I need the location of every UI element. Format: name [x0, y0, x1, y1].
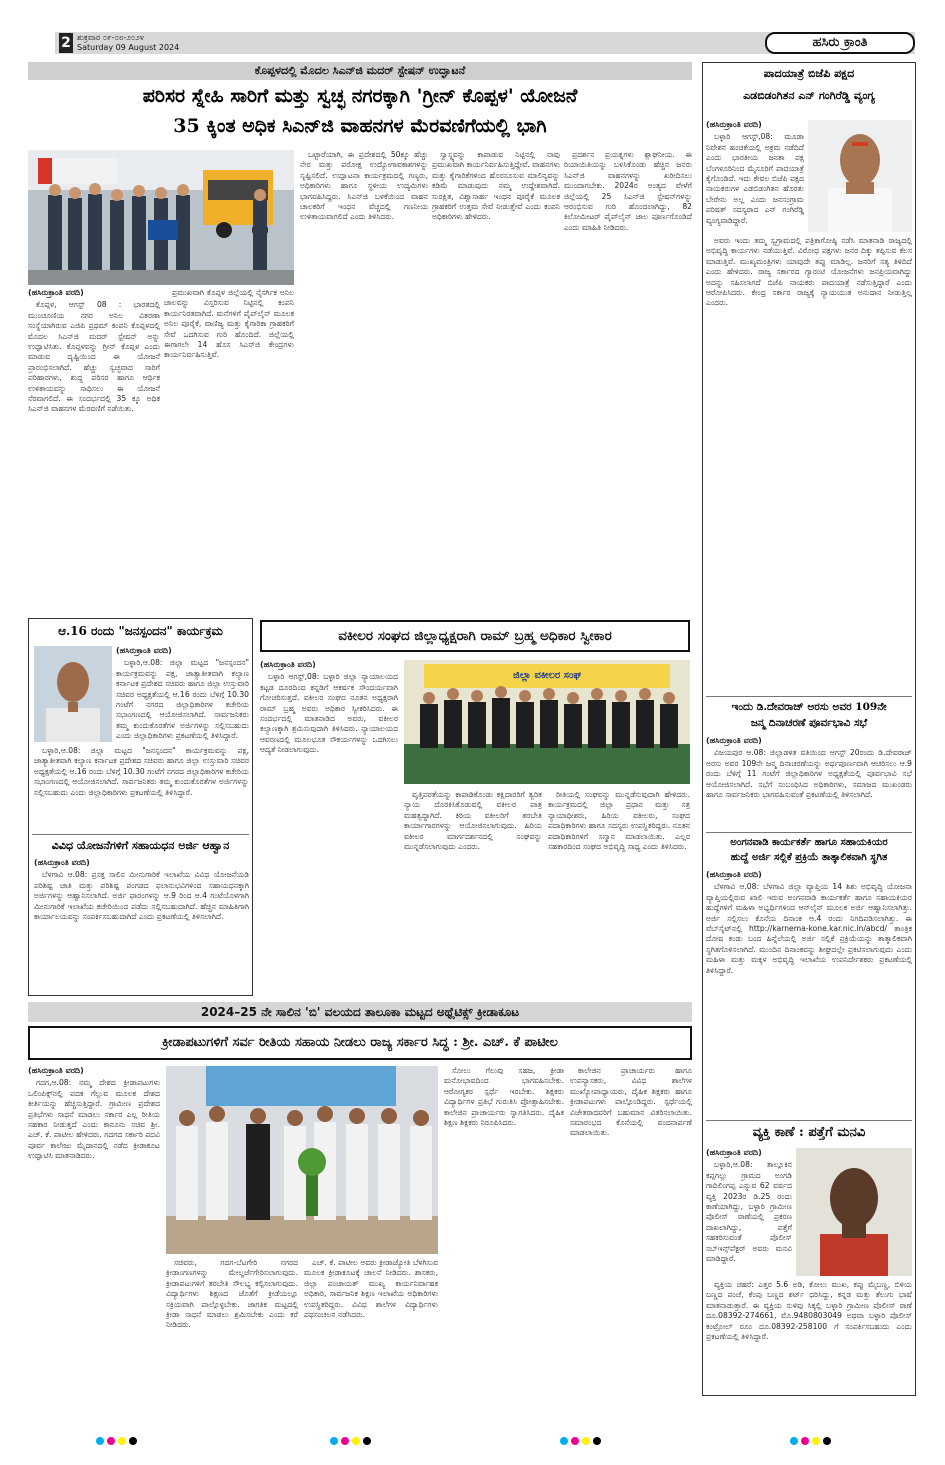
missing-person-photo — [796, 1148, 912, 1276]
missing-col-b — [706, 1280, 912, 1392]
print-registration-dot — [341, 1437, 349, 1445]
print-dots-3 — [560, 1437, 601, 1447]
sports-text-1: ಗದಗ,ಆ.08: ನಮ್ಮ ದೇಶದ ಕ್ರೀಡಾಪಟುಗಳು ಒಲಿಂಪಿಕ್ಸ್‌ನಲ್ಲಿ ಪದಕ ಗೆಲ್ಲುವ ಮೂಲಕ ದೇಶದ ಕೀರ್ತಿಯನ್ನು ಹೆಚ್ಚಿಸುತ್ತಿದ್ದಾರೆ. ಗ್ರಾಮೀಣ ಪ್ರದೇಶದ ಪ್ರತಿಭೆಗಳು ಸಾಧನೆ ಮಾಡಲು ಸರ್ಕಾರ ಎಲ್ಲ ರೀತಿಯ ಸಹಕಾರ ನೀಡುತ್ತದೆ ಎಂದು ಕಾನೂನು ಸಚಿವ ಶ್ರೀ. ಎಚ್. ಕೆ. ಪಾಟೀಲ ಹೇಳಿದರು. ಗದಗದ ಸರ್ಕಾರಿ ಪದವಿ ಪೂರ್ವ ಕಾಲೇಜು ಮೈದಾನದಲ್ಲಿ ನಡೆದ ಕ್ರೀಡಾಕೂಟ ಉದ್ಘಾಟಿಸಿ ಮಾತನಾಡಿದರು. — [28, 1078, 160, 1161]
print-registration-dot — [571, 1437, 579, 1445]
lawyers-credit: (ಹಸಿರುಕ್ರಾಂತಿ ವರದಿ) — [260, 660, 316, 669]
lead-text-3: ಒಟ್ಟಾರೆಯಾಗಿ, ಈ ಪ್ರದೇಶದಲ್ಲಿ 50ಕ್ಕೂ ಹೆಚ್ಚು ನೇರ ಮತ್ತು ಪರೋಕ್ಷ ಉದ್ಯೋಗಾವಕಾಶಗಳನ್ನು ಸೃಷ್ಟಿಸಲಿದೆ. ಉದ್ಘಾಟನಾ ಕಾರ್ಯಕ್ರಮದಲ್ಲಿ ಗಣ್ಯರು, ಅಧಿಕಾರಿಗಳು ಹಾಗೂ ಸ್ಥಳೀಯ ಉದ್ಯಮಿಗಳು ಭಾಗವಹಿಸಿದ್ದರು. ಸಿಎನ್‌ಜಿ ಬಳಕೆಯಿಂದ ವಾಹನ ಚಾಲಕರಿಗೆ ಇಂಧನ ವೆಚ್ಚದಲ್ಲಿ ಗಣನೀಯ ಉಳಿತಾಯವಾಗಲಿದೆ ಎಂದು ತಿಳಿಸಿದರು. — [300, 150, 428, 222]
print-registration-dot — [582, 1437, 590, 1445]
sports-col-5 — [570, 1066, 692, 1430]
lead-col-4 — [432, 150, 560, 613]
sports-headline: ಕ್ರೀಡಾಪಟುಗಳಿಗೆ ಸರ್ವ ರೀತಿಯ ಸಹಾಯ ನೀಡಲು ರಾಜ್ಯ ಸರ್ಕಾರ ಸಿದ್ಧ : ಶ್ರೀ. ಎಚ್. ಕೆ ಪಾಟೀಲ — [28, 1026, 692, 1060]
missing-credit: (ಹಸಿರುಕ್ರಾಂತಿ ವರದಿ) — [706, 1148, 762, 1157]
sports-text-2: ಸಚಿವರು, ಗದಗ-ಬೆಟಗೇರಿ ನಗರದ ಕ್ರೀಡಾಂಗಣಗಳನ್ನು ಮೇಲ್ದರ್ಜೆಗೇರಿಸಲಾಗುವುದು. ಕ್ರೀಡಾಪಟುಗಳಿಗೆ ತರಬೇತಿ ಸೌಲಭ್ಯ ಕಲ್ಪಿಸಲಾಗುವುದು. ವಿದ್ಯಾರ್ಥಿಗಳು ಶಿಕ್ಷಣದ ಜೊತೆಗೆ ಕ್ರೀಡೆಯಲ್ಲೂ ಸಕ್ರಿಯವಾಗಿ ಪಾಲ್ಗೊಳ್ಳಬೇಕು. ಜಾಗತಿಕ ಮಟ್ಟದಲ್ಲಿ ಕ್ರೀಡಾ ಸಾಧನೆ ಮಾಡಲು ಶ್ರಮಿಸಬೇಕು ಎಂದು ಕರೆ ನೀಡಿದರು. — [166, 1258, 298, 1330]
missing-headline: ವ್ಯಕ್ತಿ ಕಾಣೆ : ಪತ್ತೆಗೆ ಮನವಿ — [752, 1125, 866, 1140]
cng-inauguration-photo — [28, 150, 294, 285]
lawyers-text-1: ಬಳ್ಳಾರಿ ಆಗಸ್ಟ್,08: ಬಳ್ಳಾರಿ ಜಿಲ್ಲಾ ನ್ಯಾಯಾಲಯದ ಕಟ್ಟಡ ದೂರದಿಂದ ಕನ್ನಡಿಗೆ ಆಕರ್ಷಕ ಸೌಂದರ್ಯವಾಗಿ ಗೋಚರಿಸುತ್ತದೆ. ವಕೀಲರ ಸಂಘದ ನೂತನ ಅಧ್ಯಕ್ಷರಾಗಿ ರಾಮ್ ಬ್ರಹ್ಮ ಅವರು ಅಧಿಕಾರ ಸ್ವೀಕರಿಸಿದರು. ಈ ಸಂದರ್ಭದಲ್ಲಿ ಮಾತನಾಡಿದ ಅವರು, ವಕೀಲರ ಕಲ್ಯಾಣಕ್ಕಾಗಿ ಶ್ರಮಿಸುವುದಾಗಿ ತಿಳಿಸಿದರು. ನ್ಯಾಯಾಲಯದ ಆವರಣದಲ್ಲಿ ಮೂಲಭೂತ ಸೌಕರ್ಯಗಳನ್ನು ಒದಗಿಸಲು ಆದ್ಯತೆ ನೀಡಲಾಗುವುದು. — [260, 672, 398, 755]
missing-text-2: ವ್ಯಕ್ತಿಯ ಚಹರೆ: ಎತ್ತರ 5.6 ಅಡಿ, ಕೋಲು ಮುಖ, ಕಪ್ಪು ಮೈಬಣ್ಣ, ಬಿಳಿಯ ಬಣ್ಣದ ಪಂಚೆ, ಕೆಂಪು ಬಣ್ಣದ ಶರ್ಟ್ ಧರಿಸಿದ್ದು, ಕನ್ನಡ ಮತ್ತು ತೆಲುಗು ಭಾಷೆ ಮಾತನಾಡುತ್ತಾರೆ. ಈ ವ್ಯಕ್ತಿಯ ಸುಳಿವು ಸಿಕ್ಕಲ್ಲಿ ಬಳ್ಳಾರಿ ಗ್ರಾಮೀಣ ಪೊಲೀಸ್ ಠಾಣೆ ದೂ.08392-274661, ಮೊ.9480803049 ಅಥವಾ ಬಳ್ಳಾರಿ ಪೊಲೀಸ್ ಕಂಟ್ರೋಲ್ ರೂಂ ದೂ.08392-258100 ಗೆ ಸಂಪರ್ಕಿಸಬಹುದು ಎಂದು ಪ್ರಕಟಣೆಯಲ್ಲಿ ತಿಳಿಸಿದ್ದಾರೆ. — [706, 1280, 912, 1342]
lead-col-2 — [164, 288, 294, 613]
date-english: Saturday 09 August 2024 — [77, 43, 180, 52]
obit1-text-2: ಅವರು ಇಂದು ತಮ್ಮ ಸ್ವಗ್ರಾಮದಲ್ಲಿ ಪತ್ರಿಕಾಗೋಷ್ಠಿ ನಡೆಸಿ ಮಾತನಾಡಿ ರಾಜ್ಯದಲ್ಲಿ ಅಭಿವೃದ್ಧಿ ಕಾರ್ಯಗಳು ನಡೆಯುತ್ತಿವೆ. ವಿರೋಧ ಪಕ್ಷಗಳು ಜನರ ದಿಕ್ಕು ತಪ್ಪಿಸುವ ಕೆಲಸ ಮಾಡುತ್ತಿವೆ. ಮುಖ್ಯಮಂತ್ರಿಗಳು ಯಾವುದೇ ತಪ್ಪು ಮಾಡಿಲ್ಲ. ಜನರಿಗೆ ಸತ್ಯ ತಿಳಿದಿದೆ ಎಂದು ಹೇಳಿದರು. ರಾಜ್ಯ ಸರ್ಕಾರದ ಗ್ಯಾರಂಟಿ ಯೋಜನೆಗಳು ಜನಪ್ರಿಯವಾಗಿದ್ದು ಅದನ್ನು ಸಹಿಸಲಾಗದೆ ಬಿಜೆಪಿ ನಾಯಕರು ಪಾದಯಾತ್ರೆ ನಡೆಸುತ್ತಿದ್ದಾರೆ ಎಂದು ಆರೋಪಿಸಿದರು. ಕೇಂದ್ರ ಸರ್ಕಾರ ರಾಜ್ಯಕ್ಕೆ ನ್ಯಾಯಯುತ ಅನುದಾನ ನೀಡುತ್ತಿಲ್ಲ ಎಂದರು. — [706, 236, 912, 308]
print-registration-dot — [790, 1437, 798, 1445]
sports-event-photo — [166, 1066, 438, 1254]
lead-col-5 — [564, 150, 692, 613]
rule-2 — [706, 832, 912, 833]
lawyers-col-3 — [548, 790, 690, 990]
lead-text-2: ಪ್ರಮುಖವಾಗಿ ಕೊಪ್ಪಳ ಜಿಲ್ಲೆಯಲ್ಲಿ ನೈಸರ್ಗಿಕ ಅನಿಲ ಜಾಲವನ್ನು ವಿಸ್ತರಿಸುವ ನಿಟ್ಟಿನಲ್ಲಿ ಕಂಪನಿ ಕಾರ್ಯನಿರತವಾಗಿದೆ. ಮನೆಗಳಿಗೆ ಪೈಪ್‌ಲೈನ್ ಮೂಲಕ ಅನಿಲ ಪೂರೈಕೆ, ವಾಣಿಜ್ಯ ಮತ್ತು ಕೈಗಾರಿಕಾ ಗ್ರಾಹಕರಿಗೆ ಸೇವೆ ಒದಗಿಸುವ ಗುರಿ ಹೊಂದಿದೆ. ಜಿಲ್ಲೆಯಲ್ಲಿ ಈಗಾಗಲೇ 14 ಹೊಸ ಸಿಎನ್‌ಜಿ ಕೇಂದ್ರಗಳು ಕಾರ್ಯನಿರ್ವಹಿಸುತ್ತಿವೆ. — [164, 288, 294, 360]
sports-text-4: ಸೋಲು ಗೆಲುವು ಸಹಜ, ಕ್ರೀಡಾ ಮನೋಭಾವದಿಂದ ಭಾಗವಹಿಸಬೇಕು. ಆರೋಗ್ಯಕರ ಸ್ಪರ್ಧೆ ಇರಬೇಕು. ಶಿಕ್ಷಕರು ವಿದ್ಯಾರ್ಥಿಗಳ ಪ್ರತಿಭೆ ಗುರುತಿಸಿ ಪ್ರೋತ್ಸಾಹಿಸಬೇಕು. ಕಾಲೇಜಿನ ಪ್ರಾಚಾರ್ಯರು ಸ್ವಾಗತಿಸಿದರು. ದೈಹಿಕ ಶಿಕ್ಷಣ ಶಿಕ್ಷಕರು ನಿರೂಪಿಸಿದರು. — [444, 1066, 564, 1128]
missing-photo-illustration — [796, 1148, 912, 1276]
sports-photo-illustration — [166, 1066, 438, 1254]
missing-text-1: ಬಳ್ಳಾರಿ,ಆ.08: ತಾಲ್ಲೂಕಿನ ಕಪ್ಪಗಲ್ಲು ಗ್ರಾಮದ ಅಂಗಡಿ ಗಾದಿಲಿಂಗಪ್ಪ ಎನ್ನುವ 62 ವರ್ಷದ ವ್ಯಕ್ತಿ 2023ರ ಡಿ.25 ರಂದು ಕಾಣೆಯಾಗಿದ್ದು, ಬಳ್ಳಾರಿ ಗ್ರಾಮೀಣ ಪೊಲೀಸ್ ಠಾಣೆಯಲ್ಲಿ ಪ್ರಕರಣ ದಾಖಲಾಗಿದ್ದು, ಪತ್ತೆಗೆ ಸಹಕರಿಸುವಂತೆ ಪೊಲೀಸ್ ಸಬ್‌ಇನ್ಸ್‌ಪೆಕ್ಟರ್ ಅವರು ಮನವಿ ಮಾಡಿದ್ದಾರೆ. — [706, 1160, 792, 1264]
obit1-headline-2: ಎಡಬಿಡಂಗಿತನ ಎನ್ ಗಂಗಿರೆಡ್ಡಿ ವ್ಯಂಗ್ಯ — [743, 89, 875, 102]
obit1-text-1: ಬಳ್ಳಾರಿ ಆಗಸ್ಟ್,08: ಮೂಡಾ ನಿವೇಶನ ಹಂಚಿಕೆಯಲ್ಲಿ ಅಕ್ರಮ ನಡೆದಿದೆ ಎಂದು ಭಾರತೀಯ ಜನತಾ ಪಕ್ಷ ಬೆಂಗಳೂರಿನಿಂದ ಮೈಸೂರಿಗೆ ಪಾದಯಾತ್ರೆ ಕೈಗೊಂಡಿದೆ. ಇದು ಕೇವಲ ಬಿಜೆಪಿ ಪಕ್ಷದ ನಾಯಕರುಗಳ ಎಡಬಿಡಂಗಿತನ ಹೊರತು ಬೇರೇನು ಅಲ್ಲ ಎಂದು ಜನಸಂಗ್ರಾಮ ಪರಿಷತ್ ಸದಸ್ಯರಾದ ಎನ್ ಗಂಗಿರೆಡ್ಡಿ ವ್ಯಂಗ್ಯವಾಡಿದ್ದಾರೆ. — [706, 132, 804, 225]
print-dots-4 — [790, 1437, 831, 1447]
lawyers-group-photo — [404, 660, 690, 784]
schemes-credit: (ಹಸಿರುಕ್ರಾಂತಿ ವರದಿ) — [34, 858, 90, 867]
sports-text-5: ಕಾಲೇಜಿನ ಪ್ರಾಚಾರ್ಯರು ಹಾಗೂ ಉಪನ್ಯಾಸಕರು, ವಿವಿಧ ಶಾಲೆಗಳ ಮುಖ್ಯೋಪಾಧ್ಯಾಯರು, ದೈಹಿಕ ಶಿಕ್ಷಕರು ಹಾಗೂ ಕ್ರೀಡಾಪಟುಗಳು ಪಾಲ್ಗೊಂಡಿದ್ದರು. ಸ್ಪರ್ಧೆಯಲ್ಲಿ ವಿಜೇತರಾದವರಿಗೆ ಬಹುಮಾನ ವಿತರಿಸಲಾಯಿತು. ಸಮಾರಂಭದ ಕೊನೆಯಲ್ಲಿ ವಂದನಾರ್ಪಣೆ ಮಾಡಲಾಯಿತು. — [570, 1066, 692, 1138]
sports-credit: (ಹಸಿರುಕ್ರಾಂತಿ ವರದಿ) — [28, 1066, 84, 1075]
lead-text-1: ಕೊಪ್ಪಳ, ಆಗಸ್ಟ್ 08 : ಭಾರತದಲ್ಲಿ ಮುಂಚೂಣಿಯ ನಗರ ಅನಿಲ ವಿತರಣಾ ಸಂಸ್ಥೆಯಾಗಿರುವ ಎಜಿಪಿ ಪ್ರಥಮ್ ಕಂಪನಿ ಕೊಪ್ಪಳದಲ್ಲಿ ಮೊದಲ ಸಿಎನ್‌ಜಿ ಮದರ್ ಸ್ಟೇಷನ್ ಅನ್ನು ಉದ್ಘಾಟಿಸಿತು. ಕೊಪ್ಪಳವನ್ನು ಗ್ರೀನ್ ಕೊಪ್ಪಳ ಎಂದು ಮಾಡುವ ದೃಷ್ಟಿಯಿಂದ ಈ ಯೋಜನೆ ಪ್ರಾರಂಭಿಸಲಾಗಿದೆ. ಹೆಚ್ಚು ಸ್ವಚ್ಛವಾದ ಸಾರಿಗೆ ಪರಿಹಾರಗಳು, ಶುದ್ಧ ಪರಿಸರ ಹಾಗೂ ಆರ್ಥಿಕ ಉಳಿತಾಯವನ್ನು ಸಾಧಿಸಲು ಈ ಯೋಜನೆ ನೆರವಾಗಲಿದೆ. ಈ ಸಂದರ್ಭದಲ್ಲಿ 35 ಕ್ಕೂ ಅಧಿಕ ಸಿಎನ್‌ಜಿ ವಾಹನಗಳ ಮೆರವಣಿಗೆ ನಡೆಯಿತು. — [28, 300, 160, 414]
lawyers-banner-text: ಜಿಲ್ಲಾ ವಕೀಲರ ಸಂಘ — [513, 670, 581, 681]
sports-kicker: 2024–25 ನೇ ಸಾಲಿನ 'ಬಿ' ವಲಯದ ತಾಲೂಕಾ ಮಟ್ಟದ ಅಥ್ಲೆಟಿಕ್ಸ್ ಕ್ರೀಡಾಕೂಟ — [28, 1002, 692, 1022]
date-kannada: ಶುಕ್ರವಾರ ೦೯-೦೮-೨೦೨೪ — [77, 33, 145, 42]
janaspandana-headline: ಆ.16 ರಂದು "ಜನಸ್ಪಂದನ" ಕಾರ್ಯಕ್ರಮ — [58, 624, 223, 638]
portrait-illustration — [808, 120, 912, 232]
sports-col-2 — [166, 1258, 298, 1430]
lawyers-text-3: ರೀತಿಯಲ್ಲಿ ಸಂಘವನ್ನು ಮುನ್ನಡೆಸುವುದಾಗಿ ಹೇಳಿದರು. ಕಾರ್ಯಕ್ರಮದಲ್ಲಿ ಜಿಲ್ಲಾ ಪ್ರಧಾನ ಮತ್ತು ಸತ್ರ ನ್ಯಾಯಾಧೀಶರು, ಹಿರಿಯ ವಕೀಲರು, ಸಂಘದ ಪದಾಧಿಕಾರಿಗಳು ಹಾಗೂ ಸದಸ್ಯರು ಉಪಸ್ಥಿತರಿದ್ದರು. ನೂತನ ಪದಾಧಿಕಾರಿಗಳಿಗೆ ಸನ್ಮಾನ ಮಾಡಲಾಯಿತು. ಎಲ್ಲರ ಸಹಕಾರದಿಂದ ಸಂಘದ ಅಭಿವೃದ್ಧಿ ಸಾಧ್ಯ ಎಂದು ತಿಳಿಸಿದರು. — [548, 790, 690, 852]
obit1-credit: (ಹಸಿರುಕ್ರಾಂತಿ ವರದಿ) — [706, 120, 762, 129]
lead-kicker: ಕೊಪ್ಪಳದಲ್ಲಿ ಮೊದಲ ಸಿಎನ್‌ಜಿ ಮದರ್ ಸ್ಟೇಷನ್ ಉದ್ಘಾಟನೆ — [28, 62, 692, 80]
print-registration-dot — [107, 1437, 115, 1445]
obit1-col-b — [706, 236, 912, 692]
janaspandana-col-b — [34, 746, 249, 830]
lead-text-4: ಸ್ವಾಸ್ಥ್ಯವನ್ನು ಕಾಪಾಡುವ ನಿಟ್ಟಿನಲ್ಲಿ ನಾವು ಪ್ರಮುಖವಾಗಿ ಕಾರ್ಯನಿರ್ವಹಿಸುತ್ತಿದ್ದೇವೆ. ವಾಹನಗಳು ಮತ್ತು ಕೈಗಾರಿಕೆಗಳಿಂದ ಹೊರಸೂಸುವ ಮಾಲಿನ್ಯವನ್ನು ಕಡಿಮೆ ಮಾಡುವುದು ನಮ್ಮ ಉದ್ದೇಶವಾಗಿದೆ. ಸುರಕ್ಷಿತ, ವಿಶ್ವಾಸಾರ್ಹ ಇಂಧನ ಪೂರೈಕೆ ಮೂಲಕ ಗ್ರಾಹಕರಿಗೆ ಉತ್ತಮ ಸೇವೆ ನೀಡುತ್ತೇವೆ ಎಂದು ಕಂಪನಿ ಅಧಿಕಾರಿಗಳು ಹೇಳಿದರು. — [432, 150, 560, 222]
print-dots-2 — [330, 1437, 371, 1447]
sports-col-4 — [444, 1066, 564, 1430]
lawyers-col-2 — [404, 790, 542, 990]
gangireddy-portrait — [808, 120, 912, 232]
print-registration-dot — [812, 1437, 820, 1445]
official-portrait-illustration — [34, 646, 112, 742]
rule-3 — [706, 1120, 912, 1121]
anganwadi-text: ಬೆಳಗಾವಿ ಆ.08: ಬೆಳಗಾವಿ ಜಿಲ್ಲಾ ವ್ಯಾಪ್ತಿಯ 14 ಶಿಶು ಅಭಿವೃದ್ಧಿ ಯೋಜನಾ ವ್ಯಾಪ್ತಿಯಲ್ಲಿರುವ ಖಾಲಿ ಇರುವ ಅಂಗನವಾಡಿ ಕಾರ್ಯಕರ್ತೆ ಹಾಗೂ ಸಹಾಯಕಿಯರ ಹುದ್ದೆಗಳಿಗೆ ಮಹಿಳಾ ಅಭ್ಯರ್ಥಿಗಳಿಂದ ಆನ್‌ಲೈನ್ ಮೂಲಕ ಅರ್ಜಿ ಆಹ್ವಾನಿಸಲಾಗಿತ್ತು. ಅರ್ಜಿ ಸಲ್ಲಿಸಲು ಕೊನೆಯ ದಿನಾಂಕ ಆ.4 ರಂದು ನಿಗದಿಪಡಿಸಲಾಗಿತ್ತು. ಈ ವೆಬ್‌ಸೈಟ್‌ನಲ್ಲಿ http://karnema-kone.kar.nic.in/abcd/ ತಾಂತ್ರಿಕ ದೋಷ ಕಂಡು ಬಂದ ಹಿನ್ನೆಲೆಯಲ್ಲಿ ಅರ್ಜಿ ಸಲ್ಲಿಕೆ ಪ್ರಕ್ರಿಯೆಯನ್ನು ತಾತ್ಕಾಲಿಕವಾಗಿ ಸ್ಥಗಿತಗೊಳಿಸಲಾಗಿದೆ. ಮುಂದಿನ ದಿನಾಂಕವನ್ನು ಶೀಘ್ರದಲ್ಲೇ ಪ್ರಕಟಿಸಲಾಗುವುದು ಎಂದು ಮಹಿಳಾ ಮತ್ತು ಮಕ್ಕಳ ಅಭಿವೃದ್ಧಿ ಇಲಾಖೆಯ ಉಪನಿರ್ದೇಶಕರು ಪ್ರಕಟಣೆಯಲ್ಲಿ ತಿಳಿಸಿದ್ದಾರೆ. — [706, 882, 912, 975]
rule-4 — [32, 834, 249, 835]
lead-credit: (ಹಸಿರುಕ್ರಾಂತಿ ವರದಿ) — [28, 288, 84, 297]
rule-1 — [706, 696, 912, 697]
obit1-col-a — [706, 120, 804, 232]
print-registration-dot — [129, 1437, 137, 1445]
schemes-text: ಬೆಳಗಾವಿ ಆ.08: ಪ್ರಸಕ್ತ ಸಾಲಿನ ಮೀನುಗಾರಿಕೆ ಇಲಾಖೆಯ ವಿವಿಧ ಯೋಜನೆಯಡಿ ಪರಿಶಿಷ್ಟ ಜಾತಿ ಮತ್ತು ಪರಿಶಿಷ್ಟ ಪಂಗಡದ ಫಲಾನುಭವಿಗಳಿಂದ ಸಹಾಯಧನಕ್ಕಾಗಿ ಅರ್ಜಿಗಳನ್ನು ಆಹ್ವಾನಿಸಲಾಗಿದೆ. ಅರ್ಜಿ ಫಾರಂಗಳನ್ನು ಆ.9 ರಿಂದ ಆ.4 ಗಂಟೆಯೊಳಗಾಗಿ ಮೀನುಗಾರಿಕೆ ಇಲಾಖೆಯ ಕಚೇರಿಯಿಂದ ಪಡೆದು ಸಲ್ಲಿಸಬಹುದಾಗಿದೆ. ಹೆಚ್ಚಿನ ಮಾಹಿತಿಗಾಗಿ ಕಾರ್ಯಾಲಯವನ್ನು ಸಂಪರ್ಕಿಸಬಹುದಾಗಿದೆ ಎಂದು ಪ್ರಕಟಣೆಯಲ್ಲಿ ತಿಳಿಸಲಾಗಿದೆ. — [34, 870, 249, 922]
print-registration-dot — [801, 1437, 809, 1445]
anganwadi-body — [706, 870, 912, 1116]
print-registration-dot — [560, 1437, 568, 1445]
print-dots-1 — [96, 1437, 137, 1447]
anganwadi-headline-2: ಹುದ್ದೆ ಅರ್ಜಿ ಸಲ್ಲಿಕೆ ಪ್ರಕ್ರಿಯೆ ತಾತ್ಕಾಲಿಕವಾಗಿ ಸ್ಥಗಿತ — [730, 852, 888, 863]
schemes-body — [34, 858, 249, 992]
obit1-headline-1: ಪಾದಯಾತ್ರೆ ಬಿಜೆಪಿ ಪಕ್ಷದ — [763, 67, 855, 80]
lawyers-col-1 — [260, 660, 398, 990]
lead-text-5: ಪ್ರದರ್ಶನ ಪ್ರಯತ್ನಗಳು ಶ್ಲಾಘನೀಯ. ಈ ರಿಯಾಯಿತಿಯನ್ನು ಬಳಸಿಕೊಂಡು ಹೆಚ್ಚಿನ ಜನರು ಸಿಎನ್‌ಜಿ ವಾಹನಗಳನ್ನು ಖರೀದಿಸಲು ಮುಂದಾಗಬೇಕು. 2024ರ ಅಂತ್ಯದ ವೇಳೆಗೆ ಜಿಲ್ಲೆಯಲ್ಲಿ 25 ಸಿಎನ್‌ಜಿ ಸ್ಟೇಷನ್‌ಗಳನ್ನು ಆರಂಭಿಸುವ ಗುರಿ ಹೊಂದಲಾಗಿದ್ದು, 82 ಕಿಲೋಮೀಟರ್ ಪೈಪ್‌ಲೈನ್ ಜಾಲ ಪೂರ್ಣಗೊಂಡಿದೆ ಎಂದು ಮಾಹಿತಿ ನೀಡಿದರು. — [564, 150, 692, 232]
print-registration-dot — [823, 1437, 831, 1445]
event109-text: ವಿಜಯಪುರ ಆ.08: ಜಿಲ್ಲಾಡಳಿತ ವತಿಯಿಂದ ಆಗಸ್ಟ್ 20ರಂದು ಡಿ.ದೇವರಾಜ್ ಅರಸು ಅವರ 109ನೇ ಜನ್ಮ ದಿನಾಚರಣೆಯನ್ನು ಅರ್ಥಪೂರ್ಣವಾಗಿ ಆಚರಿಸಲು ಆ.9 ರಂದು ಬೆಳಿಗ್ಗೆ 11 ಗಂಟೆಗೆ ಜಿಲ್ಲಾಧಿಕಾರಿಗಳ ಅಧ್ಯಕ್ಷತೆಯಲ್ಲಿ ಪೂರ್ವಭಾವಿ ಸಭೆ ಆಯೋಜಿಸಲಾಗಿದೆ. ಸಭೆಗೆ ಸಂಬಂಧಿಸಿದ ಅಧಿಕಾರಿಗಳು, ಸಮಾಜದ ಮುಖಂಡರು ಹಾಗೂ ಸಾರ್ವಜನಿಕರು ಭಾಗವಹಿಸುವಂತೆ ಪ್ರಕಟಣೆಯಲ್ಲಿ ತಿಳಿಸಲಾಗಿದೆ. — [706, 748, 912, 800]
print-registration-dot — [96, 1437, 104, 1445]
print-registration-dot — [118, 1437, 126, 1445]
janaspandana-col-a — [116, 646, 249, 742]
print-registration-dot — [352, 1437, 360, 1445]
event109-headline-2: ಜನ್ಮ ದಿನಾಚರಣೆ ಪೂರ್ವಭಾವಿ ಸಭೆ — [750, 717, 868, 729]
lead-col-3 — [300, 150, 428, 613]
lawyers-text-2: ವೃತ್ತಿಪರತೆಯನ್ನು ಕಾಪಾಡಿಕೊಂಡು ಕಕ್ಷಿದಾರರಿಗೆ ತ್ವರಿತ ನ್ಯಾಯ ದೊರಕಿಸಿಕೊಡುವಲ್ಲಿ ವಕೀಲರ ಪಾತ್ರ ಮಹತ್ವದ್ದಾಗಿದೆ. ಕಿರಿಯ ವಕೀಲರಿಗೆ ತರಬೇತಿ ಕಾರ್ಯಾಗಾರಗಳನ್ನು ಆಯೋಜಿಸಲಾಗುವುದು. ಹಿರಿಯ ವಕೀಲರ ಮಾರ್ಗದರ್ಶನದಲ್ಲಿ ಸಂಘವನ್ನು ಮುನ್ನಡೆಸಲಾಗುವುದು ಎಂದರು. — [404, 790, 542, 852]
anganwadi-credit: (ಹಸಿರುಕ್ರಾಂತಿ ವರದಿ) — [706, 870, 762, 879]
lawyers-headline: ವಕೀಲರ ಸಂಘದ ಜಿಲ್ಲಾಧ್ಯಕ್ಷರಾಗಿ ರಾಮ್ ಬ್ರಹ್ಮ ಅಧಿಕಾರ ಸ್ವೀಕಾರ — [260, 620, 690, 652]
janaspandana-text: ಬಳ್ಳಾರಿ,ಆ.08: ಜಿಲ್ಲಾ ಮಟ್ಟದ "ಜನಸ್ಪಂದನ" ಕಾರ್ಯಕ್ರಮವನ್ನು ಪಕ್ಷ, ಜಾತ್ಯಾತೀತವಾಗಿ ಕಲ್ಯಾಣ ಕರ್ನಾಟಕ ಪ್ರದೇಶದ ಸಚಿವರು ಹಾಗೂ ಜಿಲ್ಲಾ ಉಸ್ತುವಾರಿ ಸಚಿವರ ಅಧ್ಯಕ್ಷತೆಯಲ್ಲಿ ಆ.16 ರಂದು ಬೆಳಿಗ್ಗೆ 10.30 ಗಂಟೆಗೆ ನಗರದ ಜಿಲ್ಲಾಧಿಕಾರಿಗಳ ಕಚೇರಿಯ ಸಭಾಂಗಣದಲ್ಲಿ ಆಯೋಜಿಸಲಾಗಿದೆ. ಸಾರ್ವಜನಿಕರು ತಮ್ಮ ಕುಂದುಕೊರತೆಗಳ ಅರ್ಜಿಗಳನ್ನು ಸಲ್ಲಿಸಬಹುದು ಎಂದು ಜಿಲ್ಲಾಧಿಕಾರಿಗಳು ಪ್ರಕಟಣೆಯಲ್ಲಿ ತಿಳಿಸಿದ್ದಾರೆ. — [116, 658, 249, 741]
missing-col-a — [706, 1148, 792, 1276]
schemes-headline: ವಿವಿಧ ಯೋಜನೆಗಳಿಗೆ ಸಹಾಯಧನ ಅರ್ಜಿ ಆಹ್ವಾನ — [51, 839, 230, 852]
cng-photo-illustration — [28, 150, 294, 285]
official-portrait — [34, 646, 112, 742]
print-registration-dot — [363, 1437, 371, 1445]
sports-col-3 — [304, 1258, 438, 1430]
lead-headline-2: 35 ಕ್ಕಿಂತ ಅಧಿಕ ಸಿಎನ್‌ಜಿ ವಾಹನಗಳ ಮೆರವಣಿಗೆಯಲ್ಲಿ ಭಾಗಿ — [173, 115, 547, 137]
sports-text-3: ಎಚ್. ಕೆ. ಪಾಟೀಲ ಅವರು ಕ್ರೀಡಾಜ್ಯೋತಿ ಬೆಳಗಿಸುವ ಮೂಲಕ ಕ್ರೀಡಾಕೂಟಕ್ಕೆ ಚಾಲನೆ ನೀಡಿದರು. ಶಾಸಕರು, ಜಿಲ್ಲಾ ಪಂಚಾಯತ್ ಮುಖ್ಯ ಕಾರ್ಯನಿರ್ವಾಹಕ ಅಧಿಕಾರಿ, ಸಾರ್ವಜನಿಕ ಶಿಕ್ಷಣ ಇಲಾಖೆಯ ಅಧಿಕಾರಿಗಳು ಉಪಸ್ಥಿತರಿದ್ದರು. ವಿವಿಧ ಶಾಲೆಗಳ ವಿದ್ಯಾರ್ಥಿಗಳು ಪಥಸಂಚಲನ ನಡೆಸಿದರು. — [304, 1258, 438, 1320]
lead-headline-1: ಪರಿಸರ ಸ್ನೇಹಿ ಸಾರಿಗೆ ಮತ್ತು ಸ್ವಚ್ಛ ನಗರಕ್ಕಾಗಿ 'ಗ್ರೀನ್ ಕೊಪ್ಪಳ' ಯೋಜನೆ — [142, 85, 578, 107]
janaspandana-text-cont: ಬಳ್ಳಾರಿ,ಆ.08: ಜಿಲ್ಲಾ ಮಟ್ಟದ "ಜನಸ್ಪಂದನ" ಕಾರ್ಯಕ್ರಮವನ್ನು ಪಕ್ಷ, ಜಾತ್ಯಾತೀತವಾಗಿ ಕಲ್ಯಾಣ ಕರ್ನಾಟಕ ಪ್ರದೇಶದ ಸಚಿವರು ಹಾಗೂ ಜಿಲ್ಲಾ ಉಸ್ತುವಾರಿ ಸಚಿವರ ಅಧ್ಯಕ್ಷತೆಯಲ್ಲಿ ಆ.16 ರಂದು ಬೆಳಿಗ್ಗೆ 10.30 ಗಂಟೆಗೆ ನಗರದ ಜಿಲ್ಲಾಧಿಕಾರಿಗಳ ಕಚೇರಿಯ ಸಭಾಂಗಣದಲ್ಲಿ ಆಯೋಜಿಸಲಾಗಿದೆ. ಸಾರ್ವಜನಿಕರು ತಮ್ಮ ಕುಂದುಕೊರತೆಗಳ ಅರ್ಜಿಗಳನ್ನು ಸಲ್ಲಿಸಬಹುದು ಎಂದು ಜಿಲ್ಲಾಧಿಕಾರಿಗಳು ಪ್ರಕಟಣೆಯಲ್ಲಿ ತಿಳಿಸಿದ್ದಾರೆ. — [34, 746, 249, 797]
anganwadi-headline-1: ಅಂಗನವಾಡಿ ಕಾರ್ಯಕರ್ತೆ ಹಾಗೂ ಸಹಾಯಕಿಯರ — [730, 837, 888, 848]
event109-headline-1: ಇಂದು ಡಿ.ದೇವರಾಜ್ ಅರಸು ಅವರ 109ನೇ — [731, 701, 887, 713]
sports-col-1 — [28, 1066, 160, 1430]
print-registration-dot — [330, 1437, 338, 1445]
janaspandana-credit: (ಹಸಿರುಕ್ರಾಂತಿ ವರದಿ) — [116, 646, 172, 655]
paper-name: ಹಸಿರು ಕ್ರಾಂತಿ — [765, 32, 915, 54]
event109-body — [706, 736, 912, 828]
page-header — [55, 32, 915, 54]
event109-credit: (ಹಸಿರುಕ್ರಾಂತಿ ವರದಿ) — [706, 736, 762, 745]
page-number: 2 — [59, 33, 73, 53]
print-registration-dot — [593, 1437, 601, 1445]
lead-col-1 — [28, 288, 160, 613]
